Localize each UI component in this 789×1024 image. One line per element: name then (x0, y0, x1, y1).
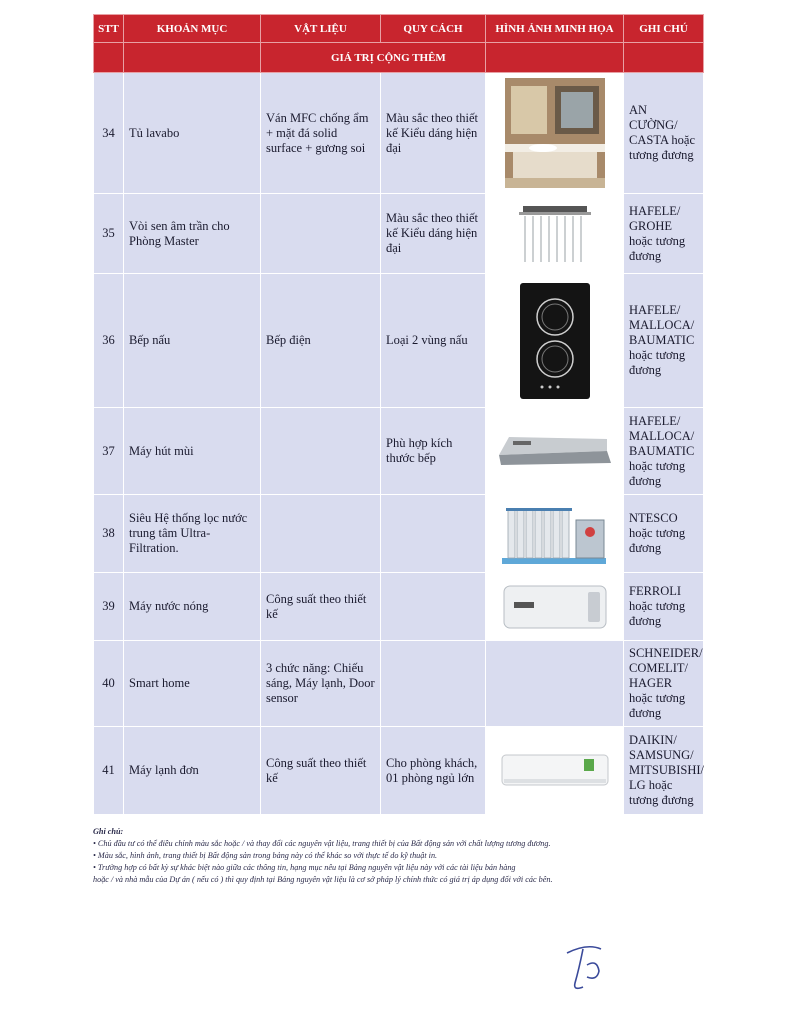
row-note: HAFELE/ MALLOCA/ BAUMATIC hoặc tương đương (624, 408, 704, 495)
row-image-cell (486, 408, 624, 495)
air-conditioner-photo (498, 749, 612, 793)
row-note: DAIKIN/ SAMSUNG/ MITSUBISHI/ LG hoặc tương đương (624, 727, 704, 815)
row-stt: 41 (94, 727, 124, 815)
row-item: Máy lạnh đơn (124, 727, 261, 815)
row-note: AN CƯỜNG/ CASTA hoặc tương đương (624, 73, 704, 194)
materials-table (93, 14, 704, 815)
header-stt: STT (94, 15, 124, 43)
row-stt: 35 (94, 194, 124, 274)
row-item: Smart home (124, 641, 261, 727)
table-row (94, 727, 704, 815)
header-ghi-chu: GHI CHÚ (624, 15, 704, 43)
table-row (94, 641, 704, 727)
table-header-row (94, 15, 704, 43)
water-filtration-system-photo (500, 500, 610, 568)
row-stt: 37 (94, 408, 124, 495)
note-line: • Màu sắc, hình ảnh, trang thiết bị Bất động sản trong bảng này có thể khác so với thực tế do kỹ thuật in. (93, 851, 438, 860)
notes-title: Ghi chú: (93, 827, 124, 836)
header-quy-cach: QUY CÁCH (381, 15, 486, 43)
header-khoan-muc: KHOẢN MỤC (124, 15, 261, 43)
header-hinh-anh: HÌNH ẢNH MINH HỌA (486, 15, 624, 43)
table-row (94, 573, 704, 641)
subheader-label: GIÁ TRỊ CỘNG THÊM (261, 43, 486, 73)
row-item: Tủ lavabo (124, 73, 261, 194)
row-spec: Phù hợp kích thước bếp (381, 408, 486, 495)
notes-section (93, 826, 713, 886)
row-material: 3 chức năng: Chiếu sáng, Máy lạnh, Door sensor (261, 641, 381, 727)
note-line: hoặc / và nhà mẫu của Dự án ( nếu có ) thì quy định tại Bảng nguyên vật liệu là cơ sở pháp lý chính thức có giá trị áp dụng đối với các bên. (93, 875, 553, 884)
row-note: NTESCO hoặc tương đương (624, 495, 704, 573)
induction-hob-photo (520, 283, 590, 399)
row-material (261, 194, 381, 274)
row-item: Siêu Hệ thống lọc nước trung tâm Ultra-Filtration. (124, 495, 261, 573)
row-image-cell (486, 274, 624, 408)
range-hood-photo (495, 429, 615, 473)
row-spec: Màu sắc theo thiết kế Kiểu dáng hiện đại (381, 194, 486, 274)
row-item: Vòi sen âm trần cho Phòng Master (124, 194, 261, 274)
table-row (94, 194, 704, 274)
row-stt: 40 (94, 641, 124, 727)
row-note: FERROLI hoặc tương đương (624, 573, 704, 641)
note-line: • Trường hợp có bất kỳ sự khác biệt nào giữa các thông tin, hạng mục nêu tại Bảng nguyên vật liệu này với các tài liệu bán hàng (93, 863, 516, 872)
row-material (261, 495, 381, 573)
row-spec: Cho phòng khách, 01 phòng ngủ lớn (381, 727, 486, 815)
row-note: HAFELE/ GROHE hoặc tương đương (624, 194, 704, 274)
row-spec: Loại 2 vùng nấu (381, 274, 486, 408)
row-item: Máy nước nóng (124, 573, 261, 641)
row-spec (381, 641, 486, 727)
row-image-cell-empty (486, 641, 624, 727)
row-image-cell (486, 495, 624, 573)
row-note: HAFELE/ MALLOCA/ BAUMATIC hoặc tương đương (624, 274, 704, 408)
row-item: Máy hút mùi (124, 408, 261, 495)
row-stt: 34 (94, 73, 124, 194)
row-image-cell (486, 194, 624, 274)
row-stt: 38 (94, 495, 124, 573)
row-stt: 36 (94, 274, 124, 408)
row-spec: Màu sắc theo thiết kế Kiểu dáng hiện đại (381, 73, 486, 194)
note-line: • Chủ đầu tư có thể điều chỉnh màu sắc hoặc / và thay đổi các nguyên vật liệu, trang thiết bị của Bất động sản với chất lượng tương đương. (93, 839, 551, 848)
row-material (261, 408, 381, 495)
materials-table-page (93, 14, 703, 815)
bathroom-vanity-photo (505, 78, 605, 188)
table-row (94, 274, 704, 408)
table-row (94, 73, 704, 194)
header-vat-lieu: VẬT LIỆU (261, 15, 381, 43)
rain-shower-head-photo (515, 202, 595, 266)
row-material: Bếp điện (261, 274, 381, 408)
table-row (94, 408, 704, 495)
row-image-cell (486, 73, 624, 194)
row-image-cell (486, 727, 624, 815)
row-note: SCHNEIDER/ COMELIT/ HAGER hoặc tương đương (624, 641, 704, 727)
water-heater-photo (500, 582, 610, 632)
row-material: Công suất theo thiết kế (261, 727, 381, 815)
row-item: Bếp nấu (124, 274, 261, 408)
row-stt: 39 (94, 573, 124, 641)
subheader-row (94, 43, 704, 73)
row-spec (381, 573, 486, 641)
row-spec (381, 495, 486, 573)
row-material: Công suất theo thiết kế (261, 573, 381, 641)
row-image-cell (486, 573, 624, 641)
handwritten-signature (557, 935, 617, 995)
row-material: Ván MFC chống ẩm + mặt đá solid surface + gương soi (261, 73, 381, 194)
table-row (94, 495, 704, 573)
